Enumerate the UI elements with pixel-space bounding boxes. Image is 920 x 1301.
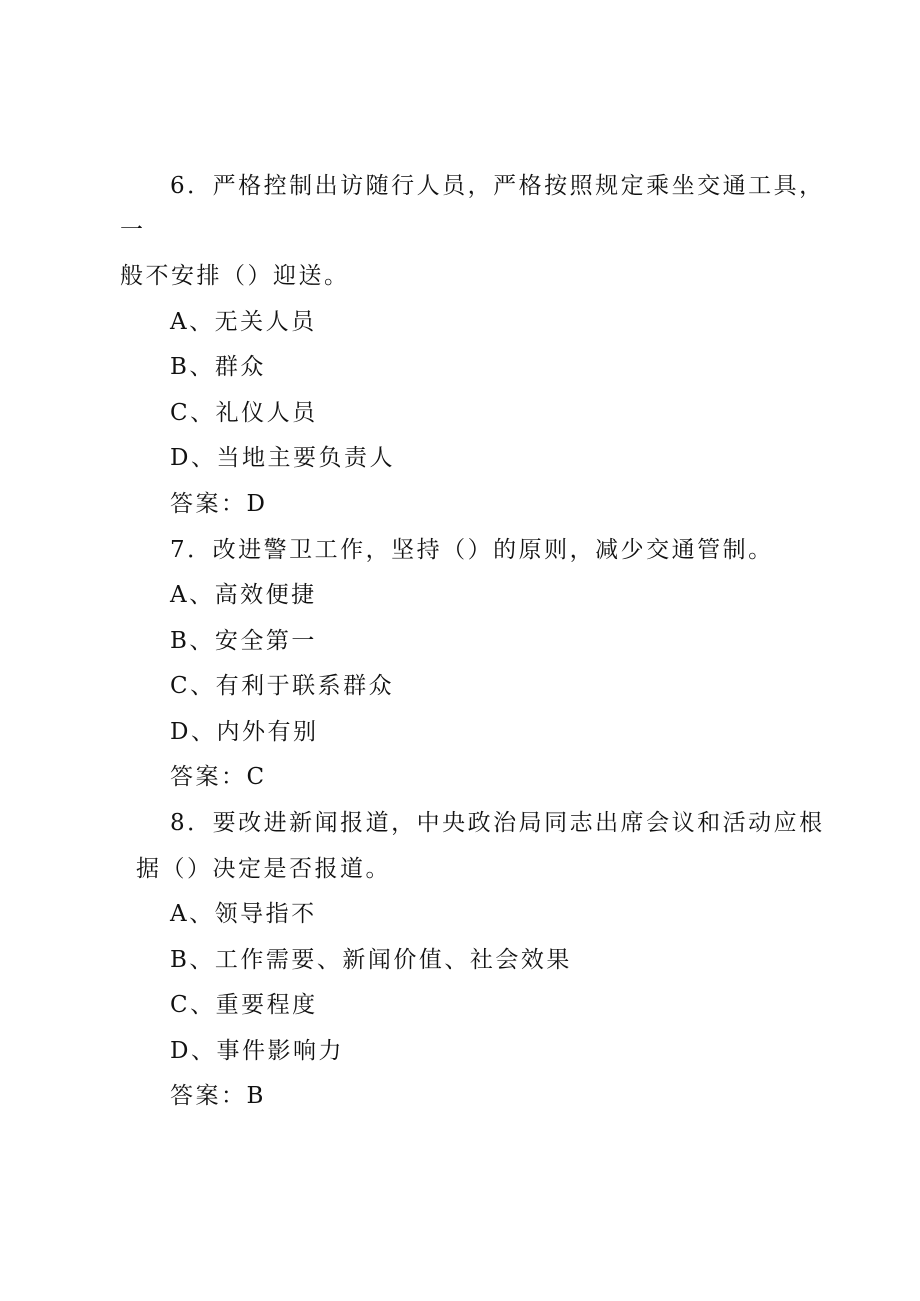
q7-stem-line1: 7．改进警卫工作，坚持（）的原则，减少交通管制。	[170, 537, 774, 563]
q7-answer: 答案：C	[170, 764, 267, 790]
q7-option-b: B、安全第一	[170, 628, 317, 654]
q7-option-a: A、高效便捷	[170, 582, 317, 608]
q6-stem-line1: 6．严格控制出访随行人员，严格按照规定乘坐交通工具，	[170, 173, 825, 199]
q6-option-d: D、当地主要负责人	[170, 445, 395, 471]
q8-stem-line1: 8．要改进新闻报道，中央政治局同志出席会议和活动应根	[170, 810, 825, 836]
q8-option-d: D、事件影响力	[170, 1038, 344, 1064]
q8-option-b: B、工作需要、新闻价值、社会效果	[170, 947, 572, 973]
q8-option-a: A、领导指不	[170, 901, 317, 927]
q6-stem-line2: 一	[120, 217, 146, 243]
q6-answer: 答案：D	[170, 491, 268, 517]
q8-stem-line2: 据（）决定是否报道。	[136, 856, 391, 882]
q6-option-c: C、礼仪人员	[170, 400, 318, 426]
q6-stem-line3: 般不安排（）迎送。	[120, 263, 350, 289]
q6-option-b: B、群众	[170, 354, 266, 380]
q8-option-c: C、重要程度	[170, 992, 318, 1018]
q8-answer: 答案：B	[170, 1083, 266, 1109]
q6-option-a: A、无关人员	[170, 309, 317, 335]
q7-option-d: D、内外有别	[170, 719, 319, 745]
q7-option-c: C、有利于联系群众	[170, 673, 395, 699]
